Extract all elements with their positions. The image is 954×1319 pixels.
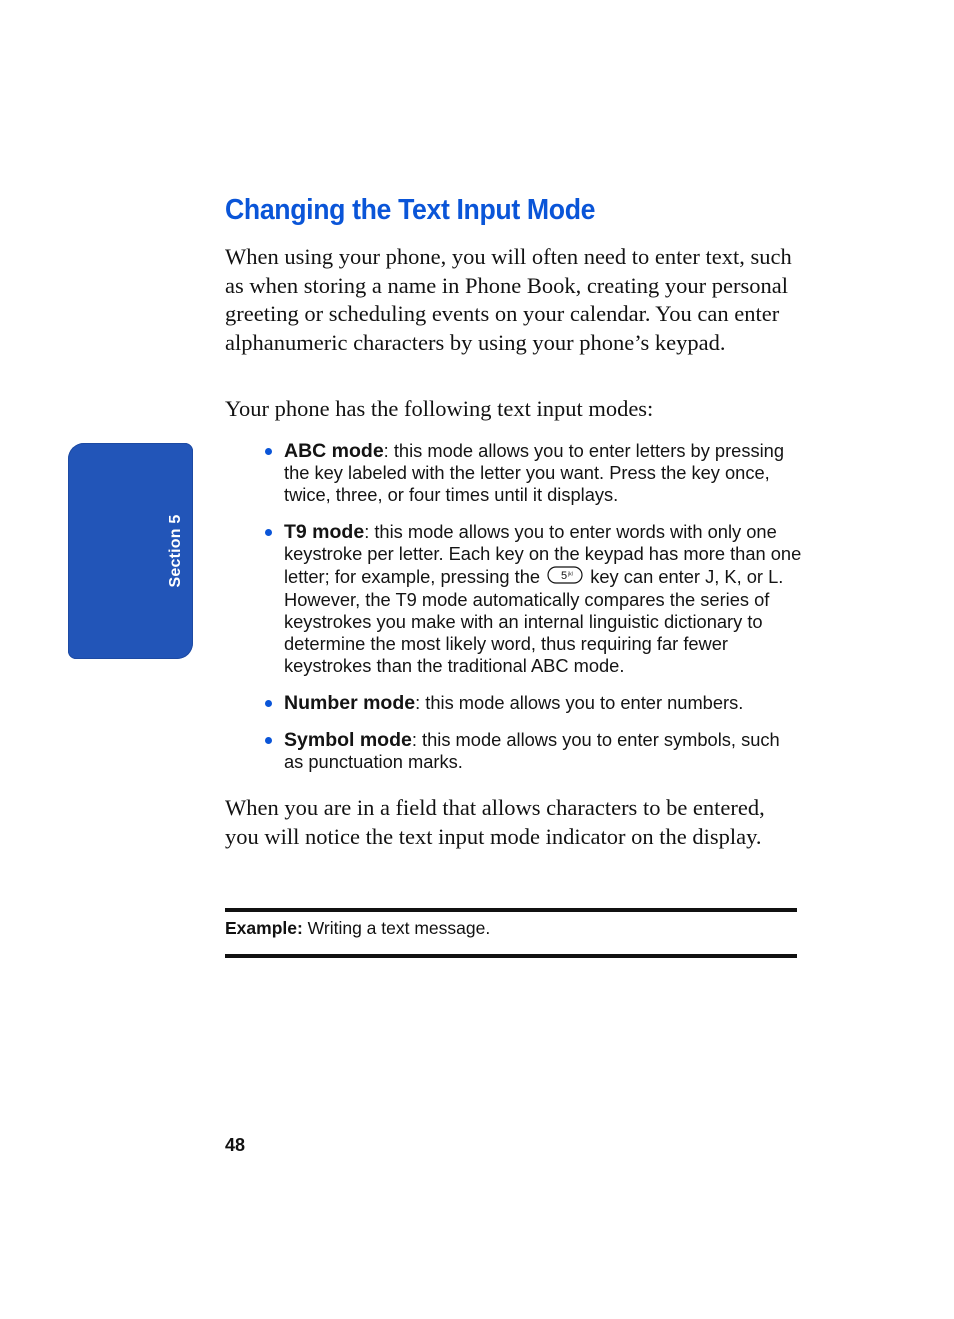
key-5-jkl-icon [547,566,583,589]
example-label: Example: [225,918,303,938]
mode-term: T9 mode [284,521,365,544]
bullet-icon [265,700,272,707]
example-description: Writing a text message. [302,918,491,938]
bullet-icon [265,448,272,455]
mode-description-part-2: key can enter J, K, or L. However, the T9 mode automatically compares the series of keystrokes you make with an internal linguistic dictionary to determine the most likely word, thus requiring far fewer keystrokes than the traditional ABC mode. [284,565,784,677]
mode-description-part-1: : this mode allows you to enter words with only one keystroke per letter. Each key on the keypad has more than one letter; for example, pressing the [284,521,802,587]
closing-paragraph: When you are in a field that allows characters to be entered, you will notice the text input mode indicator on the display. [225,795,765,849]
list-item-symbol-mode [262,729,802,773]
list-item-t9-mode [262,521,802,677]
mode-description: : this mode allows you to enter letters by pressing the key labeled with the letter you want. Press the key once, twice, three, or four times until it displays. [284,440,785,506]
mode-term: ABC mode [284,440,384,462]
intro-paragraph: When using your phone, you will often need to enter text, such as when storing a name in Phone Book, creating your personal greeting or scheduling events on your calendar. You can enter alphanumeric characters by using your phone’s keypad. [225,244,792,355]
mode-term: Symbol mode [284,728,412,751]
mode-term: Number mode [284,692,416,715]
page-title: Changing the Text Input Mode [225,194,596,226]
list-item-number-mode [262,692,802,714]
example-text [225,918,490,939]
mode-description: : this mode allows you to enter symbols, such as punctuation marks. [284,728,780,772]
page-number: 48 [225,1135,246,1155]
modes-intro-paragraph: Your phone has the following text input modes: [225,396,654,421]
list-item-abc-mode [262,440,802,507]
input-modes-list [262,440,802,788]
bullet-icon [265,737,272,744]
example-box [225,908,797,958]
key-icon-number: 5 [561,569,568,582]
section-tab-label: Section 5 [167,514,184,588]
bullet-icon [265,529,272,536]
key-icon-letters: jkl [568,571,573,578]
mode-description: : this mode allows you to enter numbers. [415,692,744,714]
